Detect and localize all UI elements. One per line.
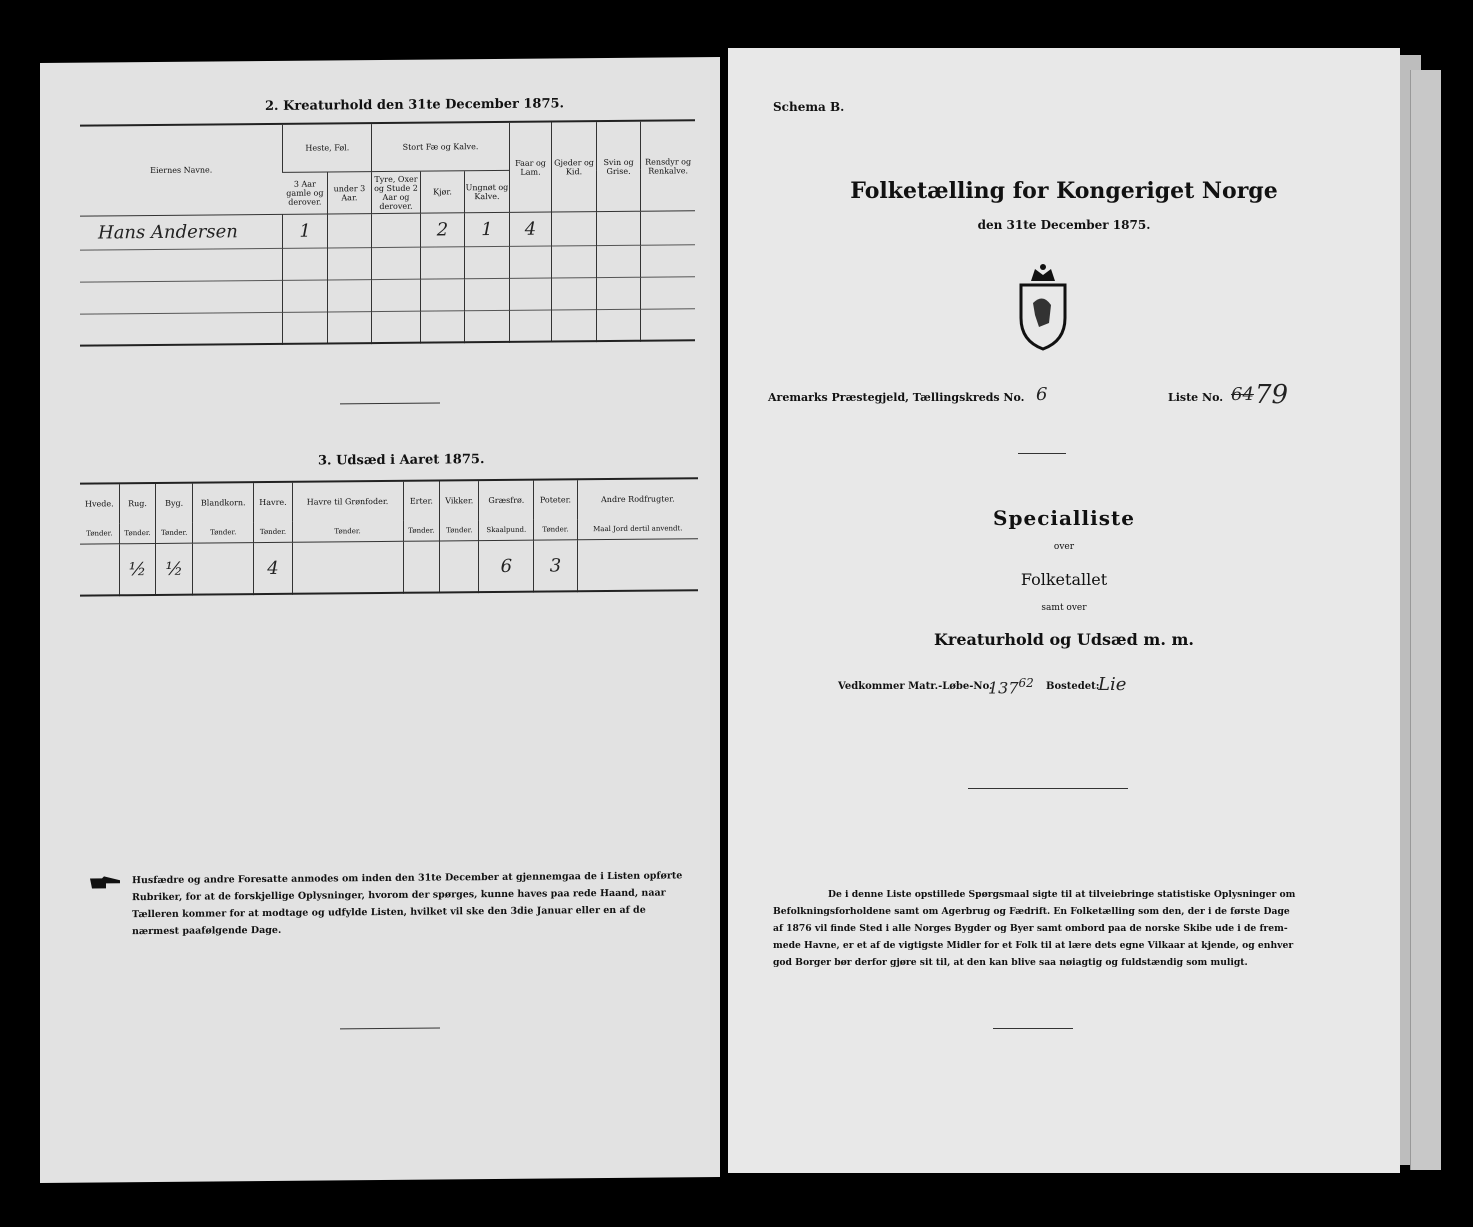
- seed-col-value: 3: [534, 540, 577, 592]
- seed-col-unit: Tønder.: [193, 522, 254, 543]
- seed-col-header: Vikker.: [440, 481, 479, 520]
- seed-col-header: Havre.: [254, 483, 292, 522]
- page-edge: [1410, 70, 1441, 1170]
- owner-header: Eiernes Navne.: [150, 165, 213, 176]
- section2-title: 2. Kreaturhold den 31te December 1875.: [265, 96, 565, 115]
- matr-no: $137^{62}$: [988, 676, 1034, 698]
- seed-col-header: Græsfrø.: [479, 481, 534, 521]
- seed-col-unit: Tønder.: [292, 521, 403, 543]
- seed-col-header: Rug.: [119, 484, 156, 523]
- schema-label: Schema B.: [773, 100, 845, 114]
- seed-table: [80, 479, 698, 596]
- folketallet-title: Folketallet: [1020, 570, 1108, 589]
- owner-name: Hans Andersen: [98, 221, 238, 244]
- seed-col-value: 4: [254, 542, 292, 594]
- samt-over-text: samt over: [1041, 603, 1087, 613]
- horses-young-header: under 3 Aar.: [327, 172, 371, 214]
- young-cattle-header: Ungnøt og Kalve.: [465, 171, 510, 213]
- seed-col-value: ½: [119, 544, 156, 596]
- horses-old-value: 1: [283, 214, 327, 248]
- goats-header: Gjeder og Kid.: [552, 122, 597, 212]
- cows-header: Kjør.: [420, 171, 464, 213]
- right-page: [728, 48, 1400, 1173]
- young-cattle-value: 1: [465, 213, 510, 247]
- seed-col-header: Hvede.: [85, 499, 114, 509]
- seed-col-unit: Skaalpund.: [479, 520, 534, 541]
- seed-col-unit: Tønder.: [440, 520, 479, 541]
- cows-value: 2: [420, 213, 464, 247]
- horses-old-header: 3 Aar gamle og derover.: [283, 172, 327, 214]
- cattle-header: Stort Fæ og Kalve.: [372, 123, 510, 172]
- seed-col-header: Erter.: [403, 481, 440, 520]
- notice-text: Husfædre og andre Foresatte anmodes om inden den 31te December at gjennemgaa de i Listen opførte Rubriker, for at de forskjellige Oplysninger, hvorom der spørges, kunne haves paa rede Haand, naar Tælleren kommer for at modtage og udfylde Listen, hvilket vil ske den 3die Januar eller en af de nærmest paafølgende Dage.: [132, 870, 683, 938]
- seed-col-value: [577, 539, 698, 591]
- seed-col-unit: Tønder.: [403, 521, 440, 542]
- parish-label: Aremarks Præstegjeld, Tællingskreds No.: [768, 391, 1025, 404]
- list-no-struck: 64: [1231, 384, 1254, 405]
- list-label: Liste No.: [1168, 391, 1224, 404]
- seed-col-unit: Tønder.: [86, 529, 113, 538]
- intro-paragraph: De i denne Liste opstillede Spørgsmaal sigte til at tilveiebringe statistiske Oplysninger om Befolkningsforholdene samt om Agerbrug og Fædrift. En Folketælling som den, der i de første Dage af 1876 vil finde Sted i alle Norges Bygder og Byer samt ombord paa de norske Skibe ude i de frem- mede Havne, er et af de vigtigste Midler for et Folk til at lære dets egne Vilkaar at kjende, og enhver god Borger bør derfor gjøre sit til, at den kan blive saa nøiagtig og fuldstændig som muligt.: [773, 889, 1296, 968]
- pointing-hand-icon: [88, 875, 120, 889]
- seed-col-header: Blandkorn.: [193, 483, 254, 523]
- seed-col-header: Andre Rodfrugter.: [577, 479, 698, 519]
- over-text: over: [1053, 542, 1075, 552]
- horses-header: Heste, Føl.: [283, 124, 372, 172]
- seed-col-value: [80, 544, 119, 596]
- oxen-header: Tyre, Oxer og Stude 2 Aar og derover.: [372, 171, 421, 213]
- seed-col-value: ½: [156, 543, 193, 595]
- divider: [340, 402, 440, 404]
- norway-coat-of-arms-icon: [1013, 263, 1073, 353]
- special-list-title: Specialliste: [993, 506, 1135, 530]
- seed-col-header: Havre til Grønfoder.: [292, 482, 403, 522]
- census-date: den 31te December 1875.: [977, 218, 1151, 232]
- seed-col-unit: Maal Jord dertil anvendt.: [577, 518, 698, 540]
- seed-col-header: Byg.: [156, 484, 193, 523]
- divider: [968, 788, 1128, 789]
- main-title: Folketælling for Kongeriget Norge: [850, 178, 1278, 204]
- seed-col-header: Poteter.: [534, 480, 577, 519]
- seed-col-unit: Tønder.: [254, 522, 292, 543]
- livestock-table: [80, 121, 695, 346]
- seed-col-value: 6: [479, 540, 534, 592]
- pigs-header: Svin og Grise.: [596, 122, 640, 212]
- sheep-header: Faar og Lam.: [509, 123, 551, 213]
- left-page: [40, 57, 720, 1183]
- bosted-label: Bostedet:: [1046, 681, 1100, 692]
- seed-col-value: [440, 541, 479, 593]
- sheep-value: 4: [509, 212, 551, 246]
- seed-col-value: [403, 541, 440, 593]
- seed-col-unit: Tønder.: [119, 523, 156, 544]
- parish-no: 6: [1036, 384, 1048, 405]
- divider: [993, 1028, 1073, 1029]
- reindeer-header: Rensdyr og Renkalve.: [641, 121, 695, 211]
- divider: [340, 1027, 440, 1029]
- matr-label: Vedkommer Matr.-Løbe-No.: [838, 681, 993, 692]
- list-no: 79: [1255, 380, 1289, 410]
- seed-col-unit: Tønder.: [156, 523, 193, 544]
- seed-col-value: [292, 541, 403, 593]
- seed-col-value: [193, 543, 254, 595]
- divider: [1018, 453, 1066, 454]
- kreaturhold-title: Kreaturhold og Udsæd m. m.: [934, 630, 1194, 649]
- bosted-value: Lie: [1098, 674, 1127, 695]
- seed-col-unit: Tønder.: [534, 519, 577, 540]
- section3-title: 3. Udsæd i Aaret 1875.: [318, 452, 485, 469]
